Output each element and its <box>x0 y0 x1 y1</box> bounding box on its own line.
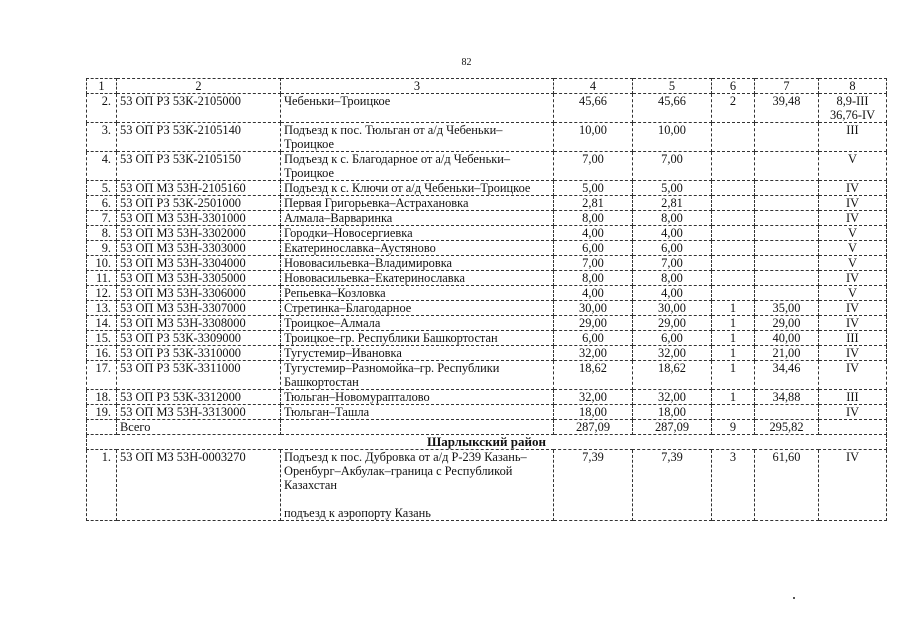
category: IV <box>819 301 887 316</box>
count-col6: 1 <box>712 361 755 390</box>
district-header-row <box>87 435 887 450</box>
road-name: Алмала–Варваринка <box>281 211 554 226</box>
count-col6: 1 <box>712 316 755 331</box>
table-row <box>87 450 887 521</box>
header-cell: 3 <box>281 79 554 94</box>
length-total: 7,00 <box>554 256 633 271</box>
table-row <box>87 405 887 420</box>
road-name: Подъезд к с. Ключи от а/д Чебеньки–Троицкое <box>281 181 554 196</box>
count-col6 <box>712 181 755 196</box>
length-total: 32,00 <box>554 346 633 361</box>
length-col5: 4,00 <box>633 226 712 241</box>
category: IV <box>819 405 887 420</box>
total-empty-cell <box>281 420 554 435</box>
total-count: 9 <box>712 420 755 435</box>
length-col5: 18,00 <box>633 405 712 420</box>
road-code: 53 ОП МЗ 53Н-3302000 <box>117 226 281 241</box>
length-col7 <box>755 196 819 211</box>
road-code: 53 ОП МЗ 53Н-3308000 <box>117 316 281 331</box>
total-label: Всего <box>117 420 281 435</box>
total-row <box>87 420 887 435</box>
category: IV <box>819 181 887 196</box>
total-length-col7: 295,82 <box>755 420 819 435</box>
length-total: 8,00 <box>554 271 633 286</box>
length-col5: 6,00 <box>633 331 712 346</box>
count-col6 <box>712 241 755 256</box>
header-cell: 1 <box>87 79 117 94</box>
road-name: Тугустемир–Разномойка–гр. Республики Башкортостан <box>281 361 554 390</box>
header-row <box>87 79 887 94</box>
length-total: 10,00 <box>554 123 633 152</box>
category: 8,9-III 36,76-IV <box>819 94 887 123</box>
road-name: Тюльган–Ташла <box>281 405 554 420</box>
length-total: 6,00 <box>554 241 633 256</box>
row-number: 16. <box>87 346 117 361</box>
length-col5: 4,00 <box>633 286 712 301</box>
road-name: Нововасильевка–Владимировка <box>281 256 554 271</box>
road-name: Тугустемир–Ивановка <box>281 346 554 361</box>
length-col7 <box>755 123 819 152</box>
row-number: 19. <box>87 405 117 420</box>
row-number: 18. <box>87 390 117 405</box>
length-total: 45,66 <box>554 94 633 123</box>
row-number: 17. <box>87 361 117 390</box>
table-row <box>87 211 887 226</box>
row-number: 8. <box>87 226 117 241</box>
road-name <box>281 450 554 521</box>
table-row <box>87 256 887 271</box>
length-col5: 5,00 <box>633 181 712 196</box>
length-total: 18,00 <box>554 405 633 420</box>
row-number: 7. <box>87 211 117 226</box>
count-col6 <box>712 226 755 241</box>
category: V <box>819 286 887 301</box>
road-name-main: Подъезд к пос. Дубровка от а/д Р-239 Казань–Оренбург–Акбулак–граница с Республикой Казахстан <box>284 450 527 492</box>
length-col7 <box>755 241 819 256</box>
category: III <box>819 123 887 152</box>
length-col7 <box>755 271 819 286</box>
length-col5: 32,00 <box>633 346 712 361</box>
row-number: 15. <box>87 331 117 346</box>
length-col5: 30,00 <box>633 301 712 316</box>
table-row <box>87 316 887 331</box>
length-col7: 35,00 <box>755 301 819 316</box>
count-col6 <box>712 196 755 211</box>
road-code: 53 ОП РЗ 53К-3311000 <box>117 361 281 390</box>
road-code: 53 ОП МЗ 53Н-3305000 <box>117 271 281 286</box>
category: V <box>819 226 887 241</box>
table-row <box>87 241 887 256</box>
category: IV <box>819 346 887 361</box>
length-total: 18,62 <box>554 361 633 390</box>
count-col6: 1 <box>712 346 755 361</box>
length-total: 8,00 <box>554 211 633 226</box>
length-total: 29,00 <box>554 316 633 331</box>
table-row <box>87 152 887 181</box>
road-code: 53 ОП МЗ 53Н-3306000 <box>117 286 281 301</box>
table-row <box>87 361 887 390</box>
length-col7 <box>755 256 819 271</box>
count-col6: 2 <box>712 94 755 123</box>
header-cell: 4 <box>554 79 633 94</box>
row-number: 13. <box>87 301 117 316</box>
length-total: 4,00 <box>554 286 633 301</box>
length-col5: 45,66 <box>633 94 712 123</box>
length-col7: 34,46 <box>755 361 819 390</box>
road-code: 53 ОП МЗ 53Н-3313000 <box>117 405 281 420</box>
table-row <box>87 271 887 286</box>
category: IV <box>819 271 887 286</box>
road-code: 53 ОП РЗ 53К-2501000 <box>117 196 281 211</box>
header-cell: 8 <box>819 79 887 94</box>
count-col6 <box>712 211 755 226</box>
category: IV <box>819 316 887 331</box>
road-code: 53 ОП РЗ 53К-2105140 <box>117 123 281 152</box>
district-title: Шарлыкский район <box>87 435 887 450</box>
table-row <box>87 226 887 241</box>
road-name: Екатеринославка–Аустяново <box>281 241 554 256</box>
road-name: Первая Григорьевка–Астрахановка <box>281 196 554 211</box>
table-row <box>87 286 887 301</box>
road-name: Троицкое–гр. Республики Башкортостан <box>281 331 554 346</box>
road-name: Троицкое–Алмала <box>281 316 554 331</box>
length-total: 7,00 <box>554 152 633 181</box>
length-total: 4,00 <box>554 226 633 241</box>
length-col7: 29,00 <box>755 316 819 331</box>
length-col5: 32,00 <box>633 390 712 405</box>
count-col6 <box>712 271 755 286</box>
road-code: 53 ОП РЗ 53К-3312000 <box>117 390 281 405</box>
length-col7 <box>755 152 819 181</box>
length-col5: 10,00 <box>633 123 712 152</box>
length-col7 <box>755 211 819 226</box>
scan-speck <box>793 597 795 599</box>
category: III <box>819 390 887 405</box>
table-row <box>87 390 887 405</box>
length-total: 7,39 <box>554 450 633 521</box>
category: IV <box>819 211 887 226</box>
category: V <box>819 152 887 181</box>
road-code: 53 ОП РЗ 53К-2105000 <box>117 94 281 123</box>
length-col7: 61,60 <box>755 450 819 521</box>
row-number: 14. <box>87 316 117 331</box>
road-code: 53 ОП МЗ 53Н-3301000 <box>117 211 281 226</box>
total-empty-cell <box>819 420 887 435</box>
count-col6 <box>712 152 755 181</box>
road-code: 53 ОП МЗ 53Н-3304000 <box>117 256 281 271</box>
road-name: Подъезд к с. Благодарное от а/д Чебеньки–Троицкое <box>281 152 554 181</box>
length-col5: 18,62 <box>633 361 712 390</box>
length-total: 30,00 <box>554 301 633 316</box>
row-number: 1. <box>87 450 117 521</box>
road-code: 53 ОП МЗ 53Н-2105160 <box>117 181 281 196</box>
length-col7 <box>755 405 819 420</box>
category: V <box>819 256 887 271</box>
road-name: Нововасильевка–Екатеринославка <box>281 271 554 286</box>
roads-table <box>86 78 887 521</box>
header-cell: 7 <box>755 79 819 94</box>
row-number: 10. <box>87 256 117 271</box>
length-col7 <box>755 181 819 196</box>
count-col6: 1 <box>712 331 755 346</box>
length-col5: 7,00 <box>633 256 712 271</box>
row-number: 11. <box>87 271 117 286</box>
page-number: 82 <box>461 57 472 68</box>
table-row <box>87 301 887 316</box>
length-col7: 21,00 <box>755 346 819 361</box>
length-col7 <box>755 226 819 241</box>
road-code: 53 ОП МЗ 53Н-3307000 <box>117 301 281 316</box>
table-row <box>87 123 887 152</box>
category: IV <box>819 196 887 211</box>
header-cell: 6 <box>712 79 755 94</box>
length-total: 2,81 <box>554 196 633 211</box>
count-col6 <box>712 405 755 420</box>
road-code: 53 ОП МЗ 53Н-0003270 <box>117 450 281 521</box>
row-number: 9. <box>87 241 117 256</box>
total-empty-cell <box>87 420 117 435</box>
length-col7: 34,88 <box>755 390 819 405</box>
count-col6: 1 <box>712 301 755 316</box>
length-col5: 7,00 <box>633 152 712 181</box>
road-name: Подъезд к пос. Тюльган от а/д Чебеньки–Троицкое <box>281 123 554 152</box>
length-col5: 8,00 <box>633 271 712 286</box>
table-row <box>87 181 887 196</box>
road-code: 53 ОП РЗ 53К-3310000 <box>117 346 281 361</box>
road-code: 53 ОП РЗ 53К-3309000 <box>117 331 281 346</box>
category: III <box>819 331 887 346</box>
road-code: 53 ОП РЗ 53К-2105150 <box>117 152 281 181</box>
count-col6: 3 <box>712 450 755 521</box>
header-cell: 5 <box>633 79 712 94</box>
road-code: 53 ОП МЗ 53Н-3303000 <box>117 241 281 256</box>
total-length: 287,09 <box>554 420 633 435</box>
length-col5: 6,00 <box>633 241 712 256</box>
header-cell: 2 <box>117 79 281 94</box>
road-name: Стретинка–Благодарное <box>281 301 554 316</box>
category: IV <box>819 361 887 390</box>
row-number: 6. <box>87 196 117 211</box>
table-row <box>87 196 887 211</box>
road-name: Городки–Новосергиевка <box>281 226 554 241</box>
road-name: Тюльган–Новомурапталово <box>281 390 554 405</box>
count-col6 <box>712 286 755 301</box>
row-number: 4. <box>87 152 117 181</box>
table-row <box>87 331 887 346</box>
total-length-col5: 287,09 <box>633 420 712 435</box>
road-name: Репьевка–Козловка <box>281 286 554 301</box>
row-number: 5. <box>87 181 117 196</box>
length-total: 32,00 <box>554 390 633 405</box>
table-row <box>87 94 887 123</box>
row-number: 2. <box>87 94 117 123</box>
count-col6 <box>712 123 755 152</box>
length-col5: 7,39 <box>633 450 712 521</box>
length-col5: 29,00 <box>633 316 712 331</box>
length-col7 <box>755 286 819 301</box>
row-number: 12. <box>87 286 117 301</box>
length-col7: 39,48 <box>755 94 819 123</box>
row-number: 3. <box>87 123 117 152</box>
length-col5: 8,00 <box>633 211 712 226</box>
road-name-note: подъезд к аэропорту Казань <box>284 506 431 520</box>
road-name: Чебеньки–Троицкое <box>281 94 554 123</box>
count-col6 <box>712 256 755 271</box>
category: V <box>819 241 887 256</box>
length-col7: 40,00 <box>755 331 819 346</box>
length-col5: 2,81 <box>633 196 712 211</box>
table-row <box>87 346 887 361</box>
count-col6: 1 <box>712 390 755 405</box>
category: IV <box>819 450 887 521</box>
length-total: 6,00 <box>554 331 633 346</box>
length-total: 5,00 <box>554 181 633 196</box>
